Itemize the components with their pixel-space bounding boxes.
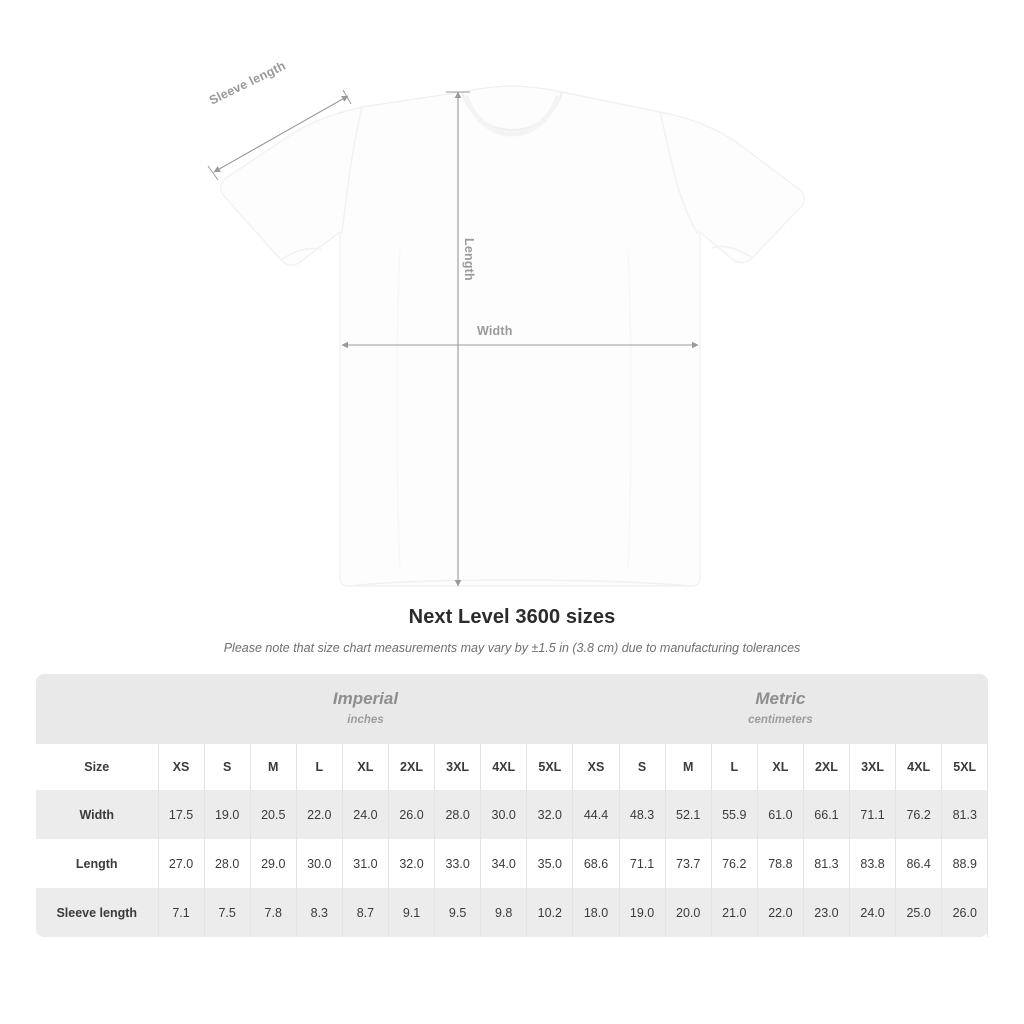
row-label-length: Length [36,839,158,888]
length-metric-xs: 68.6 [573,839,619,888]
row-label-width: Width [36,790,158,839]
length-imperial-xs: 27.0 [158,839,204,888]
width-metric-4xl: 76.2 [896,790,942,839]
header-imperial-5xl: 5XL [527,744,573,790]
length-metric-4xl: 86.4 [896,839,942,888]
header-metric-xs: XS [573,744,619,790]
width-metric-m: 52.1 [665,790,711,839]
length-metric-l: 76.2 [711,839,757,888]
size-table-wrapper [0,674,1024,937]
sleeve-imperial-m: 7.8 [250,888,296,937]
sleeve-metric-xs: 18.0 [573,888,619,937]
header-imperial-xl: XL [342,744,388,790]
length-metric-m: 73.7 [665,839,711,888]
header-imperial-4xl: 4XL [481,744,527,790]
width-imperial-xs: 17.5 [158,790,204,839]
metric-name: Metric [755,689,806,709]
row-label-sleeve-length: Sleeve length [36,888,158,937]
width-metric-3xl: 71.1 [850,790,896,839]
sleeve-imperial-xl: 8.7 [342,888,388,937]
header-metric-m: M [665,744,711,790]
sleeve-metric-5xl: 26.0 [942,888,988,937]
length-imperial-m: 29.0 [250,839,296,888]
width-imperial-5xl: 32.0 [527,790,573,839]
sleeve-metric-xl: 22.0 [757,888,803,937]
table-row [36,790,988,839]
width-metric-xl: 61.0 [757,790,803,839]
sleeve-imperial-l: 8.3 [296,888,342,937]
title-block [0,606,1024,655]
metric-unit: centimeters [748,714,813,727]
sleeve-metric-l: 21.0 [711,888,757,937]
length-label: Length [462,238,476,281]
length-metric-xl: 78.8 [757,839,803,888]
imperial-unit: inches [347,714,384,727]
unit-system-row [36,674,988,744]
width-imperial-xl: 24.0 [342,790,388,839]
length-metric-5xl: 88.9 [942,839,988,888]
sleeve-imperial-xs: 7.1 [158,888,204,937]
width-imperial-3xl: 28.0 [435,790,481,839]
size-header-row [36,744,988,790]
width-imperial-2xl: 26.0 [388,790,434,839]
header-metric-2xl: 2XL [803,744,849,790]
width-imperial-4xl: 30.0 [481,790,527,839]
table-row [36,888,988,937]
length-imperial-l: 30.0 [296,839,342,888]
header-metric-3xl: 3XL [850,744,896,790]
width-metric-s: 48.3 [619,790,665,839]
tolerance-note: Please note that size chart measurements may vary by ±1.5 in (3.8 cm) due to manufacturing tolerances [223,641,801,655]
page-title: Next Level 3600 sizes [408,606,616,628]
length-imperial-3xl: 33.0 [435,839,481,888]
sleeve-imperial-3xl: 9.5 [435,888,481,937]
sleeve-imperial-4xl: 9.8 [481,888,527,937]
size-table [36,674,988,937]
header-metric-5xl: 5XL [942,744,988,790]
length-imperial-s: 28.0 [204,839,250,888]
sleeve-imperial-5xl: 10.2 [527,888,573,937]
length-metric-3xl: 83.8 [850,839,896,888]
table-row [36,839,988,888]
header-metric-4xl: 4XL [896,744,942,790]
header-imperial-xs: XS [158,744,204,790]
sleeve-metric-2xl: 23.0 [803,888,849,937]
width-label: Width [477,324,513,338]
width-imperial-l: 22.0 [296,790,342,839]
sleeve-length-label: Sleeve length [207,58,288,108]
width-metric-l: 55.9 [711,790,757,839]
header-imperial-2xl: 2XL [388,744,434,790]
header-metric-xl: XL [757,744,803,790]
sleeve-metric-m: 20.0 [665,888,711,937]
header-imperial-l: L [296,744,342,790]
width-metric-2xl: 66.1 [803,790,849,839]
width-metric-xs: 44.4 [573,790,619,839]
width-imperial-s: 19.0 [204,790,250,839]
header-metric-s: S [619,744,665,790]
length-imperial-5xl: 35.0 [527,839,573,888]
length-imperial-xl: 31.0 [342,839,388,888]
length-imperial-2xl: 32.0 [388,839,434,888]
sleeve-metric-3xl: 24.0 [850,888,896,937]
sleeve-imperial-s: 7.5 [204,888,250,937]
header-metric-l: L [711,744,757,790]
header-size: Size [36,744,158,790]
width-imperial-m: 20.5 [250,790,296,839]
sleeve-imperial-2xl: 9.1 [388,888,434,937]
unit-row-spacer [36,674,158,744]
width-metric-5xl: 81.3 [942,790,988,839]
imperial-name: Imperial [332,689,399,709]
tshirt-shape [221,86,805,586]
imperial-system-header [158,674,573,744]
metric-system-header [573,674,988,744]
header-imperial-m: M [250,744,296,790]
header-imperial-s: S [204,744,250,790]
length-imperial-4xl: 34.0 [481,839,527,888]
sleeve-metric-s: 19.0 [619,888,665,937]
sleeve-metric-4xl: 25.0 [896,888,942,937]
header-imperial-3xl: 3XL [435,744,481,790]
length-metric-s: 71.1 [619,839,665,888]
length-metric-2xl: 81.3 [803,839,849,888]
